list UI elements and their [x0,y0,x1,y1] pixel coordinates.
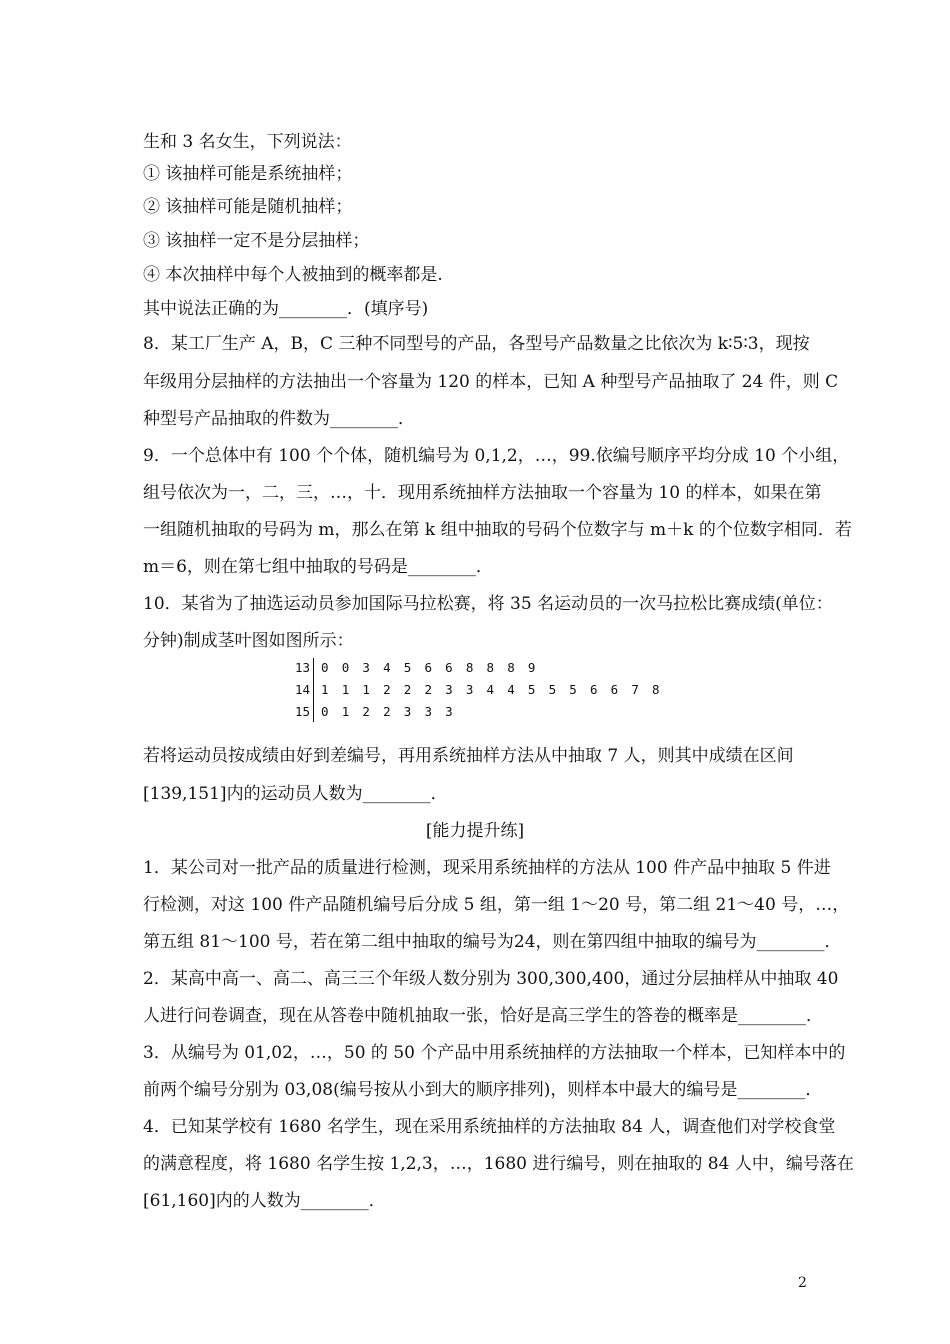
stem-row [288,658,549,678]
text-line: 年级用分层抽样的方法抽出一个容量为 120 的样本，已知 A 种型号产品抽取了 24 件，则 C [143,372,839,392]
stem-row [288,680,673,700]
leaf-value: 1 [341,682,350,697]
leaf-value: 8 [652,682,660,697]
text-line: 组号依次为一，二，三，…，十．现用系统抽样方法抽取一个容量为 10 的样本，如果在第 [143,483,822,503]
leaf-value: 6 [610,682,619,697]
leaf-value: 2 [383,682,391,697]
leaf-value: 5 [548,682,557,697]
leaf-value: 2 [362,704,370,719]
leaf-value: 2 [383,704,391,719]
question-8-line: 8．某工厂生产 A，B，C 三种不同型号的产品，各型号产品数量之比依次为 k∶5∶3，现按 [143,334,810,354]
text-line: m＝6，则在第七组中抽取的号码是________． [143,557,493,577]
leaf-value: 8 [465,660,474,675]
stem-row [288,702,466,722]
text-line: ④ 本次抽样中每个人被抽到的概率都是. [143,265,443,285]
text-line: 行检测，对这 100 件产品随机编号后分成 5 组，第一组 1～20 号，第二组 21～40 号，…， [143,895,850,915]
leaf-values [313,680,673,700]
leaf-value: 7 [631,682,639,697]
text-line: 的满意程度，将 1680 名学生按 1,2,3，…，1680 进行编号，则在抽取的 84 人中，编号落在 [143,1154,854,1174]
leaf-value: 3 [465,682,474,697]
leaf-value: 1 [321,682,329,697]
leaf-value: 1 [341,704,350,719]
exercise-3-line: 3．从编号为 01,02，…，50 的 50 个产品中用系统抽样的方法抽取一个样本，已知样本中的 [143,1043,846,1063]
text-line: 第五组 81～100 号，若在第二组中抽取的编号为24，则在第四组中抽取的编号为________． [143,932,842,952]
question-9-line: 9．一个总体中有 100 个个体，随机编号为 0,1,2，…，99.依编号顺序平均分成 10 个小组， [143,446,850,466]
text-line: ① 该抽样可能是系统抽样； [143,164,353,184]
leaf-value: 2 [403,682,412,697]
leaf-value: 4 [486,682,495,697]
leaf-value: 5 [527,682,536,697]
leaf-value: 4 [383,660,391,675]
leaf-value: 0 [341,660,350,675]
leaf-value: 5 [569,682,577,697]
leaf-value: 3 [424,704,432,719]
leaf-value: 6 [589,682,598,697]
leaf-value: 1 [362,682,370,697]
page-number: 2 [798,1275,807,1291]
exercise-1-line: 1．某公司对一批产品的质量进行检测，现采用系统抽样的方法从 100 件产品中抽取 5 件进 [143,858,831,878]
leaf-value: 3 [445,682,453,697]
leaf-value: 6 [424,660,432,675]
leaf-value: 8 [486,660,495,675]
leaf-value: 2 [424,682,432,697]
text-line: 分钟)制成茎叶图如图所示： [143,631,354,651]
text-line: ③ 该抽样一定不是分层抽样； [143,231,370,251]
stem-value: 14 [294,682,310,697]
leaf-value: 8 [507,660,515,675]
leaf-value: 3 [445,704,453,719]
leaf-value: 9 [527,660,536,675]
leaf-value: 3 [403,704,412,719]
stem-value: 13 [294,660,310,675]
leaf-value: 5 [403,660,412,675]
exercise-4-line: 4．已知某学校有 1680 名学生，现在采用系统抽样的方法抽取 84 人，调查他们对学校食堂 [143,1117,836,1137]
stem-leaf-plot [288,656,668,724]
text-line: 一组随机抽取的号码为 m，那么在第 k 组中抽取的号码个位数字与 m＋k 的个位数字相同．若 [143,520,852,540]
text-line: [61,160]内的人数为________． [143,1191,386,1211]
text-line: 生和 3 名女生，下列说法： [143,132,352,152]
text-line: 前两个编号分别为 03,08(编号按从小到大的顺序排列)，则样本中最大的编号是________． [143,1080,823,1100]
leaf-value: 0 [321,704,329,719]
exercise-2-line: 2．某高中高一、高二、高三三个年级人数分别为 300,300,400，通过分层抽样从中抽取 40 [143,969,839,989]
leaf-values [313,702,466,722]
text-line: 若将运动员按成绩由好到差编号，再用系统抽样方法从中抽取 7 人，则其中成绩在区间 [143,746,794,766]
question-10-line: 10．某省为了抽选运动员参加国际马拉松赛，将 35 名运动员的一次马拉松比赛成绩(单位： [143,594,833,614]
leaf-value: 4 [507,682,515,697]
stem-value: 15 [294,704,310,719]
text-line: 人进行问卷调查，现在从答卷中随机抽取一张，恰好是高三学生的答卷的概率是________． [143,1006,823,1026]
text-line: ② 该抽样可能是随机抽样； [143,197,353,217]
leaf-value: 6 [445,660,453,675]
text-line: 其中说法正确的为________．(填序号) [143,299,429,319]
text-line: [139,151]内的运动员人数为________． [143,784,448,804]
leaf-values [313,658,549,678]
leaf-value: 0 [321,660,329,675]
leaf-value: 3 [362,660,370,675]
section-heading: [能力提升练] [425,821,525,841]
text-line: 种型号产品抽取的件数为________． [143,409,415,429]
